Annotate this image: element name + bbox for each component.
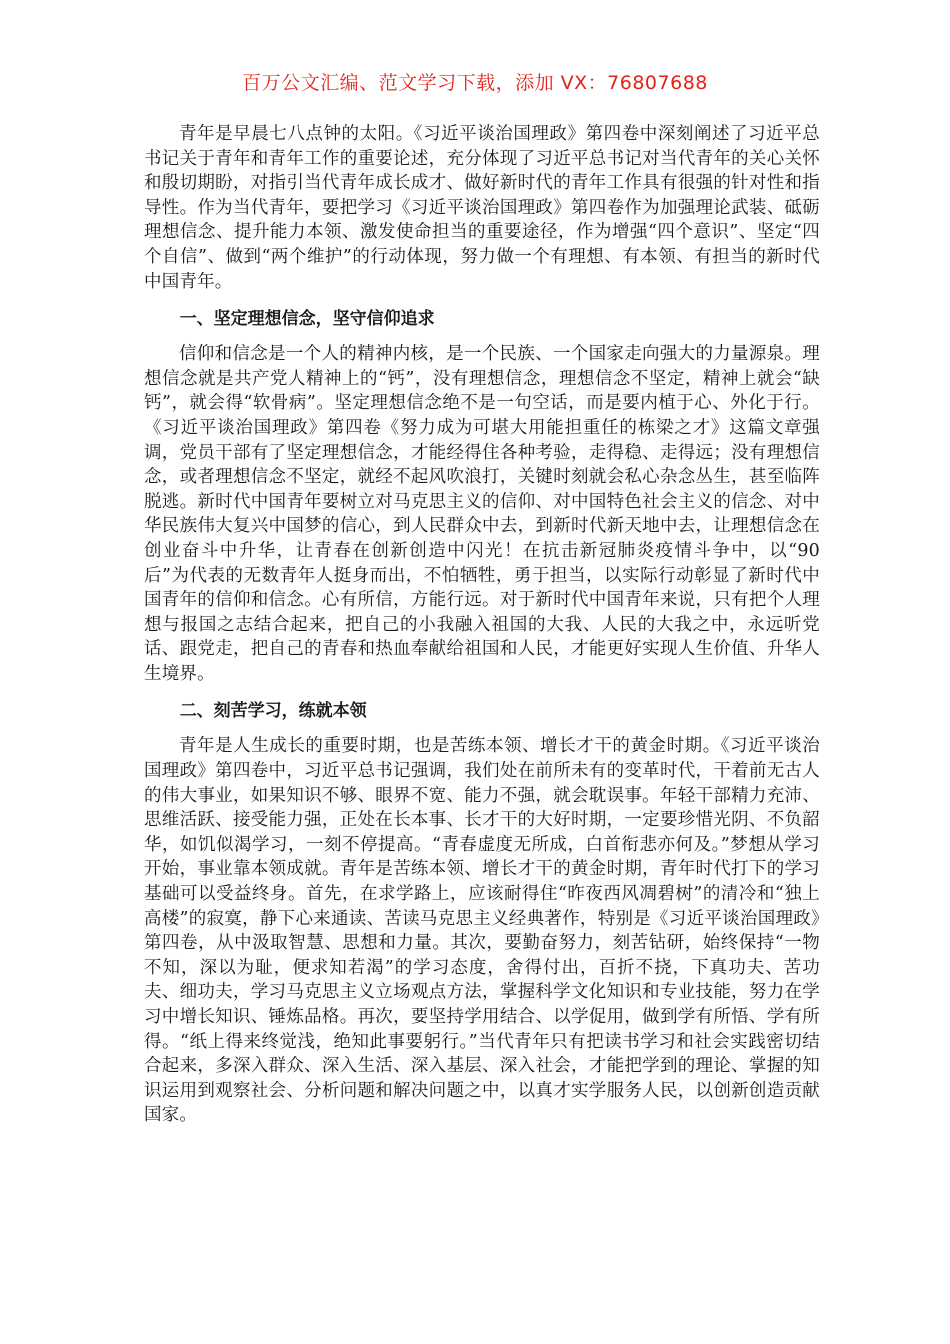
section-paragraph: 青年是人生成长的重要时期，也是苦练本领、增长才干的黄金时期。《习近平谈治国理政》第四卷中，习近平总书记强调，我们处在前所未有的变革时代，干着前无古人的伟大事业，如果知识不够、眼界不宽、能力不强，就会耽误事。年轻干部精力充沛、思维活跃、接受能力强，正处在长本事、长才干的大好时期，一定要珍惜光阴、不负韶华，如饥似渴学习，一刻不停提高。“青春虚度无所成，白首衔悲亦何及。”梦想从学习开始，事业靠本领成就。青年是苦练本领、增长才干的黄金时期，青年时代打下的学习基础可以受益终身。首先，在求学路上，应该耐得住“昨夜西风凋碧树”的清冷和“独上高楼”的寂寞，静下心来通读、苦读马克思主义经典著作，特别是《习近平谈治国理政》第四卷，从中汲取智慧、思想和力量。其次，要勤奋努力，刻苦钻研，始终保持“一物不知，深以为耻，便求知若渴”的学习态度，舍得付出，百折不挠，下真功夫、苦功夫、细功夫，学习马克思主义立场观点方法，掌握科学文化知识和专业技能，努力在学习中增长知识、锤炼品格。再次，要坚持学用结合、以学促用，做到学有所悟、学有所得。“纸上得来终觉浅，绝知此事要躬行。”当代青年只有把读书学习和社会实践密切结合起来，多深入群众、深入生活、深入基层、深入社会，才能把学到的理论、掌握的知识运用到观察社会、分析问题和解决问题之中，以真才实学服务人民，以创新创造贡献国家。 xyxy=(144,736,820,1126)
section-paragraph: 信仰和信念是一个人的精神内核，是一个民族、一个国家走向强大的力量源泉。理想信念就是共产党人精神上的“钙”，没有理想信念，理想信念不坚定，精神上就会“缺钙”，就会得“软骨病”。坚定理想信念绝不是一句空话，而是要内植于心、外化于行。《习近平谈治国理政》第四卷《努力成为可堪大用能担重任的栋梁之才》这篇文章强调，党员干部有了坚定理想信念，才能经得住各种考验，走得稳、走得远；没有理想信念，或者理想信念不坚定，就经不起风吹浪打，关键时刻就会私心杂念丛生，甚至临阵脱逃。新时代中国青年要树立对马克思主义的信仰、对中国特色社会主义的信念、对中华民族伟大复兴中国梦的信心，到人民群众中去，到新时代新天地中去，让理想信念在创业奋斗中升华，让青春在创新创造中闪光！在抗击新冠肺炎疫情斗争中，以“90后”为代表的无数青年人挺身而出，不怕牺牲，勇于担当，以实际行动彰显了新时代中国青年的信仰和信念。心有所信，方能行远。对于新时代中国青年来说，只有把个人理想与报国之志结合起来，把自己的小我融入祖国的大我、人民的大我之中，永远听党话、跟党走，把自己的青春和热血奉献给祖国和人民，才能更好实现人生价值、升华人生境界。 xyxy=(144,344,820,684)
section-2 xyxy=(144,699,820,1128)
document-body xyxy=(144,122,820,1128)
section-1 xyxy=(144,307,820,686)
header-banner: 百万公文汇编、范文学习下载，添加 VX：76807688 xyxy=(242,72,708,94)
section-heading: 一、坚定理想信念，坚守信仰追求 xyxy=(179,309,435,330)
intro-paragraph: 青年是早晨七八点钟的太阳。《习近平谈治国理政》第四卷中深刻阐述了习近平总书记关于青年和青年工作的重要论述，充分体现了习近平总书记对当代青年的关心关怀和殷切期盼，对指引当代青年成长成才、做好新时代的青年工作具有很强的针对性和指导性。作为当代青年，要把学习《习近平谈治国理政》第四卷作为加强理论武装、砥砺理想信念、提升能力本领、激发使命担当的重要途径，作为增强“四个意识”、坚定“四个自信”、做到“两个维护”的行动体现，努力做一个有理想、有本领、有担当的新时代中国青年。 xyxy=(144,124,820,292)
section-heading: 二、刻苦学习，练就本领 xyxy=(179,701,367,722)
